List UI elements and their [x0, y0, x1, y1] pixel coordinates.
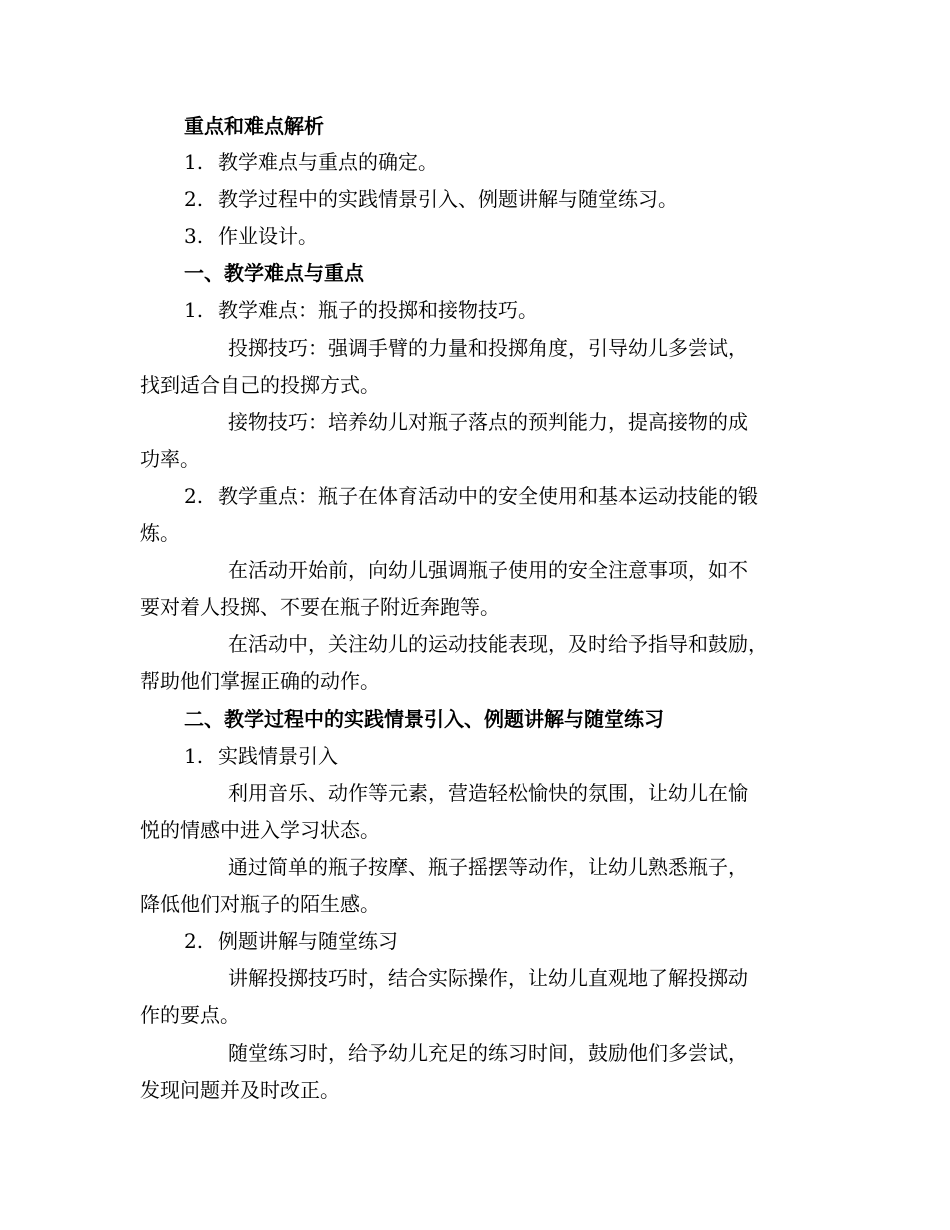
- list-text: 作业设计。: [218, 224, 318, 248]
- section-heading-two: 二、教学过程中的实践情景引入、例题讲解与随堂练习: [184, 707, 664, 731]
- section-one-item-2: [184, 484, 758, 508]
- paragraph-line: 接物技巧：培养幼儿对瓶子落点的预判能力，提高接物的成: [228, 410, 748, 434]
- paragraph-line: 找到适合自己的投掷方式。: [140, 373, 380, 397]
- paragraph-line: 通过简单的瓶子按摩、瓶子摇摆等动作，让幼儿熟悉瓶子，: [228, 855, 748, 879]
- list-text: 教学重点：瓶子在体育活动中的安全使用和基本运动技能的锻: [218, 484, 758, 508]
- list-number: 3.: [184, 224, 204, 248]
- list-number: 1.: [184, 150, 204, 174]
- paragraph-line: 功率。: [140, 447, 200, 471]
- list-number: 1.: [184, 744, 204, 768]
- paragraph-line: 作的要点。: [140, 1003, 240, 1027]
- paragraph-line: 炼。: [140, 521, 180, 545]
- paragraph-line: 发现问题并及时改正。: [140, 1078, 340, 1102]
- section-heading-one: 一、教学难点与重点: [184, 261, 364, 285]
- list-text: 实践情景引入: [218, 744, 338, 768]
- paragraph-line: 在活动中，关注幼儿的运动技能表现，及时给予指导和鼓励，: [228, 632, 768, 656]
- list-number: 1.: [184, 298, 204, 322]
- section-one-item-1: [184, 298, 538, 322]
- paragraph-line: 要对着人投掷、不要在瓶子附近奔跑等。: [140, 595, 500, 619]
- list-text: 例题讲解与随堂练习: [218, 929, 398, 953]
- list-number: 2.: [184, 929, 204, 953]
- section-two-item-2: [184, 929, 398, 953]
- list-text: 教学过程中的实践情景引入、例题讲解与随堂练习。: [218, 187, 678, 211]
- list-text: 教学难点与重点的确定。: [218, 150, 438, 174]
- paragraph-line: 悦的情感中进入学习状态。: [140, 818, 380, 842]
- paragraph-line: 在活动开始前，向幼儿强调瓶子使用的安全注意事项，如不: [228, 558, 748, 582]
- paragraph-line: 利用音乐、动作等元素，营造轻松愉快的氛围，让幼儿在愉: [228, 781, 748, 805]
- intro-list-item-2: [184, 187, 678, 211]
- list-number: 2.: [184, 187, 204, 211]
- intro-list-item-1: [184, 150, 438, 174]
- intro-list-item-3: [184, 224, 318, 248]
- list-text: 教学难点：瓶子的投掷和接物技巧。: [218, 298, 538, 322]
- paragraph-line: 讲解投掷技巧时，结合实际操作，让幼儿直观地了解投掷动: [228, 966, 748, 990]
- paragraph-line: 降低他们对瓶子的陌生感。: [140, 892, 380, 916]
- paragraph-line: 投掷技巧：强调手臂的力量和投掷角度，引导幼儿多尝试，: [228, 336, 748, 360]
- section-heading-intro: 重点和难点解析: [184, 114, 324, 138]
- section-two-item-1: [184, 744, 338, 768]
- paragraph-line: 帮助他们掌握正确的动作。: [140, 669, 380, 693]
- paragraph-line: 随堂练习时，给予幼儿充足的练习时间，鼓励他们多尝试，: [228, 1041, 748, 1065]
- list-number: 2.: [184, 484, 204, 508]
